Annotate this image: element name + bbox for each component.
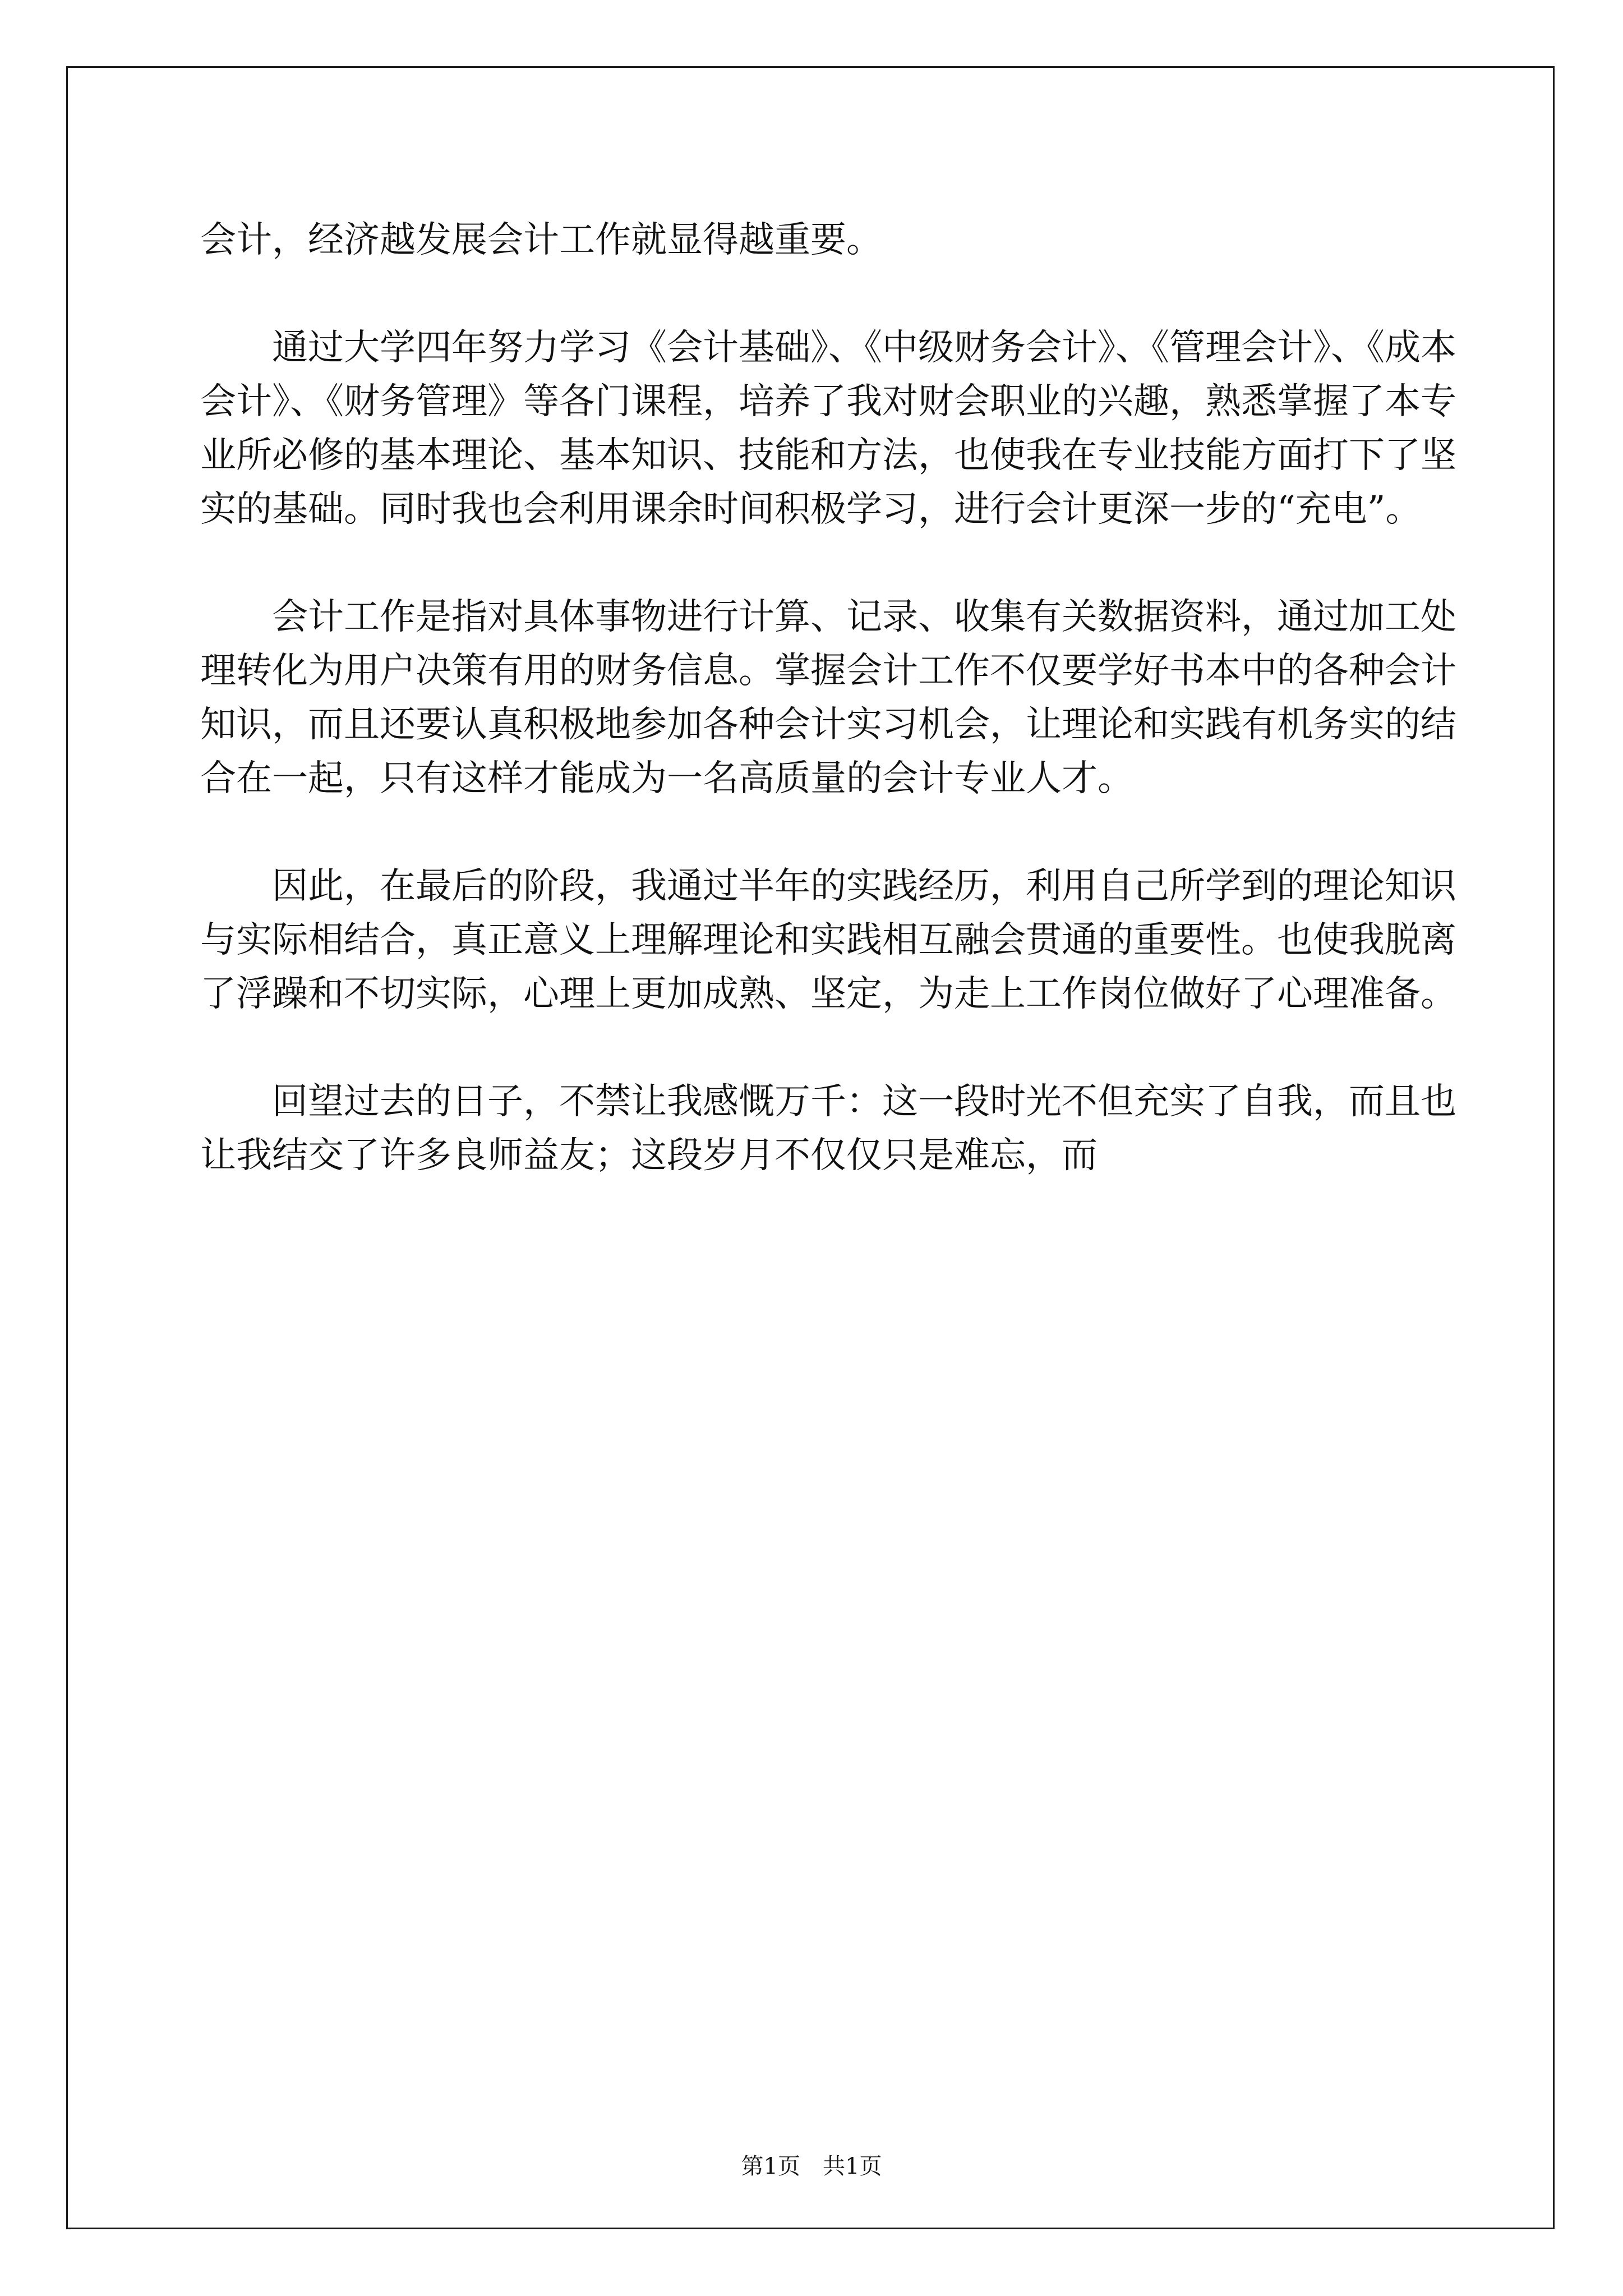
paragraph-5: 回望过去的日子，不禁让我感慨万千：这一段时光不但充实了自我，而且也让我结交了许多良师益友；这段岁月不仅仅只是难忘，而 — [200, 1081, 1456, 1176]
paragraph-4: 因此，在最后的阶段，我通过半年的实践经历，利用自己所学到的理论知识与实际相结合，真正意义上理解理论和实践相互融会贯通的重要性。也使我脱离了浮躁和不切实际，心理上更加成熟、坚定，为走上工作岗位做好了心理准备。 — [200, 866, 1456, 1015]
paragraph-3: 会计工作是指对具体事物进行计算、记录、收集有关数据资料，通过加工处理转化为用户决策有用的财务信息。掌握会计工作不仅要学好书本中的各种会计知识，而且还要认真积极地参加各种会计实习机会，让理论和实践有机务实的结合在一起，只有这样才能成为一名高质量的会计专业人才。 — [200, 596, 1456, 799]
document-body — [200, 213, 1456, 1236]
paragraph-2: 通过大学四年努力学习《会计基础》、《中级财务会计》、《管理会计》、《成本会计》、《财务管理》等各门课程，培养了我对财会职业的兴趣，熟悉掌握了本专业所必修的基本理论、基本知识、技能和方法，也使我在专业技能方面打下了坚实的基础。同时我也会利用课余时间积极学习，进行会计更深一步的“充电”。 — [200, 327, 1456, 530]
paragraph-1: 会计，经济越发展会计工作就显得越重要。 — [200, 219, 882, 261]
page-footer: 第1页 共1页 — [741, 2154, 882, 2179]
